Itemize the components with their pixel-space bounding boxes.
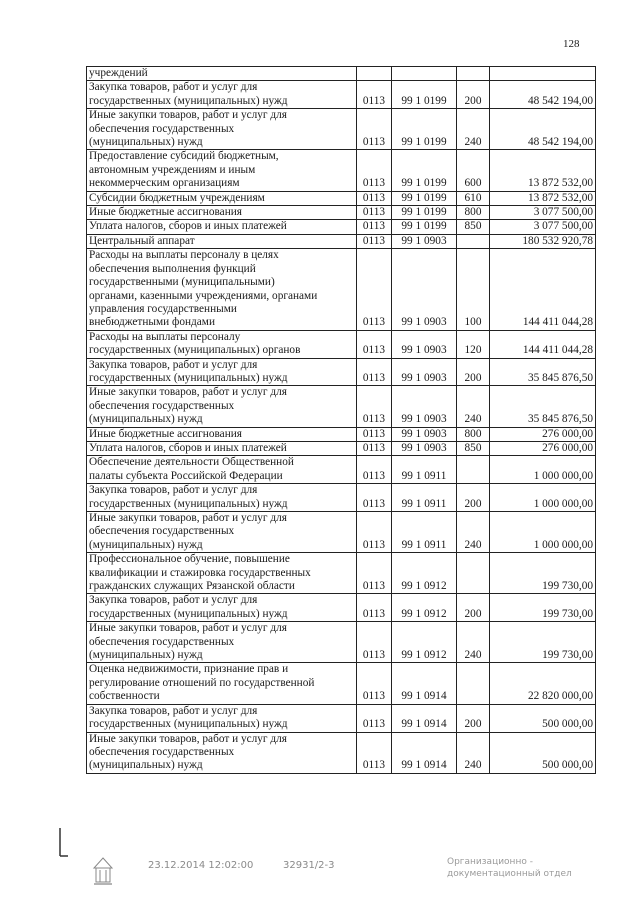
page-footer [0,856,640,896]
row-section-code: 0113 [357,330,392,358]
table-row [87,441,596,455]
table-row [87,512,596,553]
row-name: Расходы на выплаты персоналу в целях обеспечения выполнения функций государственными (муниципальными) органами, казенными учреждениями, органами управления государственными внебюджетными фондами [87,249,357,330]
row-expense-type: 600 [457,150,490,191]
table-row [87,81,596,109]
row-amount: 35 845 876,50 [490,358,596,386]
row-amount: 48 542 194,00 [490,109,596,150]
row-amount: 13 872 532,00 [490,191,596,205]
row-section-code: 0113 [357,622,392,663]
row-amount: 180 532 920,78 [490,234,596,248]
row-expense-type: 200 [457,594,490,622]
row-target-code: 99 1 0911 [392,512,457,553]
row-amount: 199 730,00 [490,553,596,594]
row-section-code: 0113 [357,553,392,594]
row-expense-type: 610 [457,191,490,205]
row-name: Обеспечение деятельности Общественной палаты субъекта Российской Федерации [87,456,357,484]
row-amount: 276 000,00 [490,427,596,441]
department-stamp [447,856,572,880]
row-section-code: 0113 [357,358,392,386]
row-section-code: 0113 [357,206,392,220]
document-number: 32931/2-3 [283,860,335,871]
row-name: Иные закупки товаров, работ и услуг для обеспечения государственных (муниципальных) нужд [87,109,357,150]
row-target-code: 99 1 0912 [392,622,457,663]
row-name: Закупка товаров, работ и услуг для государственных (муниципальных) нужд [87,484,357,512]
row-expense-type: 240 [457,622,490,663]
row-amount: 500 000,00 [490,732,596,773]
row-expense-type [457,234,490,248]
row-name: Профессиональное обучение, повышение квалификации и стажировка государственных гражданских служащих Рязанской области [87,553,357,594]
row-target-code: 99 1 0199 [392,220,457,234]
row-expense-type: 200 [457,704,490,732]
row-name: Иные закупки товаров, работ и услуг для обеспечения государственных (муниципальных) нужд [87,386,357,427]
row-section-code: 0113 [357,512,392,553]
row-name: учреждений [87,67,357,81]
table-row [87,330,596,358]
table-row [87,191,596,205]
table-row [87,594,596,622]
row-name: Закупка товаров, работ и услуг для государственных (муниципальных) нужд [87,594,357,622]
department-line-1: Организационно - [447,857,533,867]
row-target-code: 99 1 0903 [392,249,457,330]
table-row [87,249,596,330]
row-target-code: 99 1 0903 [392,358,457,386]
table-row [87,358,596,386]
row-name: Субсидии бюджетным учреждениям [87,191,357,205]
row-name: Закупка товаров, работ и услуг для государственных (муниципальных) нужд [87,358,357,386]
print-datetime: 23.12.2014 12:02:00 [148,860,254,871]
department-line-2: документационный отдел [447,869,572,879]
row-target-code [392,67,457,81]
table-row [87,704,596,732]
row-section-code: 0113 [357,456,392,484]
row-expense-type: 100 [457,249,490,330]
row-name: Закупка товаров, работ и услуг для государственных (муниципальных) нужд [87,704,357,732]
row-expense-type: 850 [457,220,490,234]
row-expense-type: 240 [457,512,490,553]
row-expense-type [457,456,490,484]
row-name: Оценка недвижимости, признание прав и регулирование отношений по государственной собственности [87,663,357,704]
row-target-code: 99 1 0199 [392,81,457,109]
table-row [87,220,596,234]
row-expense-type: 800 [457,427,490,441]
row-section-code: 0113 [357,191,392,205]
row-section-code [357,67,392,81]
row-name: Предоставление субсидий бюджетным, автономным учреждениям и иным некоммерческим организациям [87,150,357,191]
row-amount: 3 077 500,00 [490,220,596,234]
budget-table-body [87,67,596,774]
row-name: Уплата налогов, сборов и иных платежей [87,220,357,234]
row-target-code: 99 1 0903 [392,441,457,455]
table-row [87,386,596,427]
row-expense-type [457,663,490,704]
row-section-code: 0113 [357,150,392,191]
table-row [87,234,596,248]
row-section-code: 0113 [357,484,392,512]
row-section-code: 0113 [357,109,392,150]
row-amount: 13 872 532,00 [490,150,596,191]
row-amount: 144 411 044,28 [490,249,596,330]
row-target-code: 99 1 0903 [392,234,457,248]
table-row [87,732,596,773]
row-amount: 500 000,00 [490,704,596,732]
page-number: 128 [563,38,580,50]
row-name: Иные закупки товаров, работ и услуг для обеспечения государственных (муниципальных) нужд [87,622,357,663]
row-section-code: 0113 [357,386,392,427]
row-target-code: 99 1 0199 [392,191,457,205]
row-amount: 22 820 000,00 [490,663,596,704]
row-expense-type: 800 [457,206,490,220]
table-row [87,150,596,191]
table-row [87,484,596,512]
row-section-code: 0113 [357,441,392,455]
row-name: Иные закупки товаров, работ и услуг для обеспечения государственных (муниципальных) нужд [87,512,357,553]
table-row [87,553,596,594]
building-seal-icon [92,856,114,888]
row-target-code: 99 1 0903 [392,427,457,441]
row-name: Расходы на выплаты персоналу государственных (муниципальных) органов [87,330,357,358]
row-section-code: 0113 [357,732,392,773]
row-target-code: 99 1 0199 [392,150,457,191]
row-amount: 144 411 044,28 [490,330,596,358]
row-name: Уплата налогов, сборов и иных платежей [87,441,357,455]
row-target-code: 99 1 0199 [392,206,457,220]
table-row [87,456,596,484]
row-target-code: 99 1 0912 [392,553,457,594]
row-section-code: 0113 [357,220,392,234]
row-expense-type: 200 [457,484,490,512]
row-target-code: 99 1 0912 [392,594,457,622]
row-amount: 199 730,00 [490,622,596,663]
row-expense-type: 240 [457,732,490,773]
row-target-code: 99 1 0914 [392,663,457,704]
row-section-code: 0113 [357,81,392,109]
row-expense-type: 200 [457,358,490,386]
row-target-code: 99 1 0903 [392,330,457,358]
table-row [87,67,596,81]
row-section-code: 0113 [357,663,392,704]
row-section-code: 0113 [357,704,392,732]
row-name: Центральный аппарат [87,234,357,248]
table-row [87,206,596,220]
row-name: Иные бюджетные ассигнования [87,427,357,441]
row-name: Иные бюджетные ассигнования [87,206,357,220]
row-amount [490,67,596,81]
table-row [87,427,596,441]
corner-mark-icon [58,826,70,860]
table-row [87,622,596,663]
row-section-code: 0113 [357,249,392,330]
row-expense-type: 120 [457,330,490,358]
row-section-code: 0113 [357,594,392,622]
row-expense-type [457,67,490,81]
row-name: Закупка товаров, работ и услуг для государственных (муниципальных) нужд [87,81,357,109]
row-section-code: 0113 [357,234,392,248]
row-amount: 1 000 000,00 [490,512,596,553]
row-amount: 1 000 000,00 [490,484,596,512]
row-expense-type: 200 [457,81,490,109]
row-amount: 3 077 500,00 [490,206,596,220]
row-amount: 48 542 194,00 [490,81,596,109]
row-amount: 1 000 000,00 [490,456,596,484]
table-row [87,663,596,704]
row-target-code: 99 1 0911 [392,456,457,484]
row-expense-type: 850 [457,441,490,455]
row-target-code: 99 1 0914 [392,732,457,773]
row-expense-type [457,553,490,594]
row-section-code: 0113 [357,427,392,441]
budget-table [86,66,596,774]
row-target-code: 99 1 0914 [392,704,457,732]
row-expense-type: 240 [457,109,490,150]
row-amount: 35 845 876,50 [490,386,596,427]
row-target-code: 99 1 0199 [392,109,457,150]
row-expense-type: 240 [457,386,490,427]
table-row [87,109,596,150]
row-name: Иные закупки товаров, работ и услуг для обеспечения государственных (муниципальных) нужд [87,732,357,773]
row-target-code: 99 1 0911 [392,484,457,512]
row-amount: 276 000,00 [490,441,596,455]
row-target-code: 99 1 0903 [392,386,457,427]
row-amount: 199 730,00 [490,594,596,622]
